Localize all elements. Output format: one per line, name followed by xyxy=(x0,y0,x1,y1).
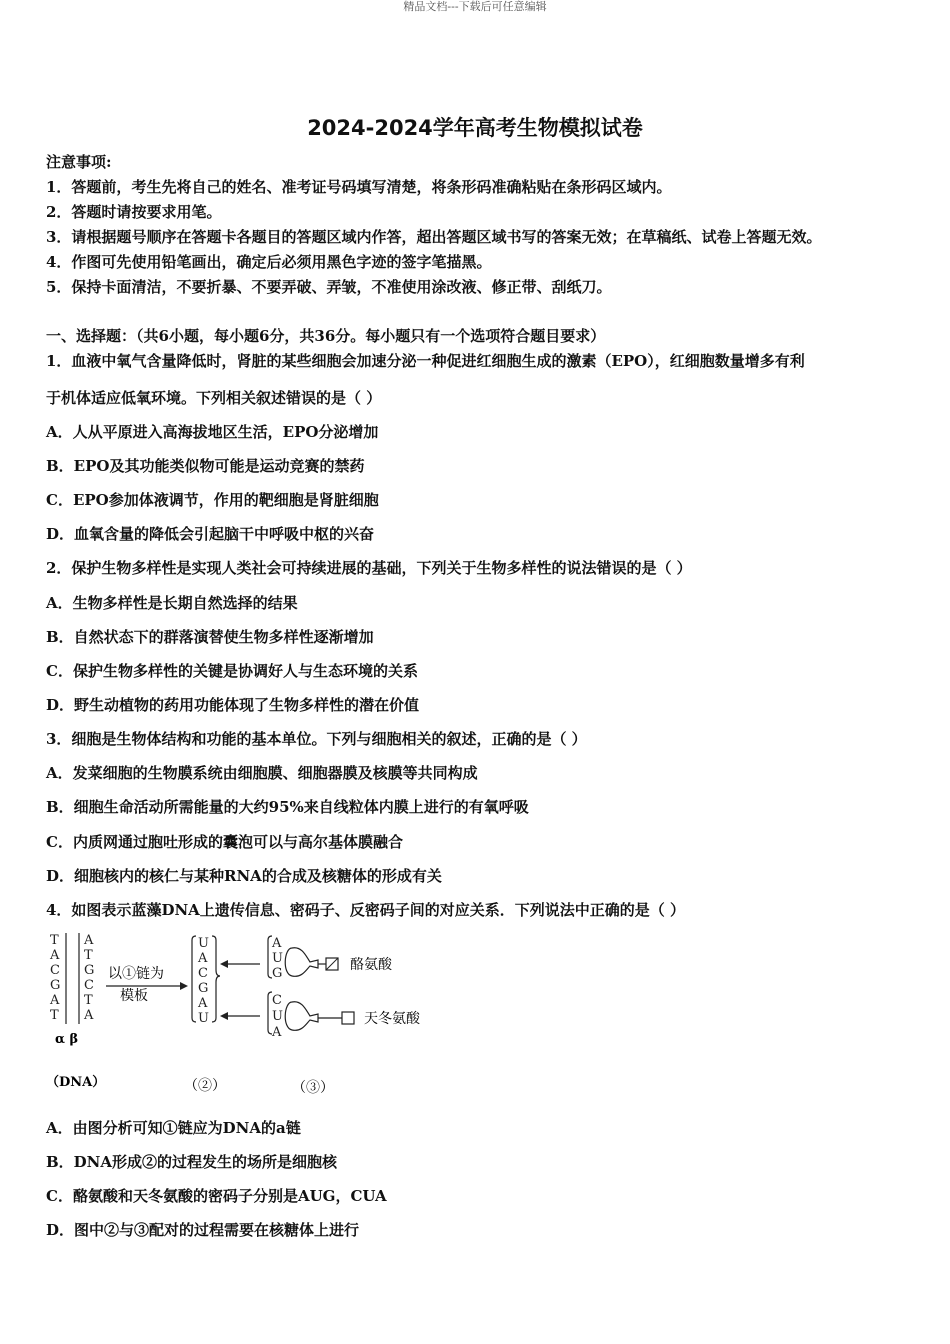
amino-acid-label: 酪氨酸 xyxy=(350,957,392,973)
dna-base: G xyxy=(84,963,95,978)
dna-base: T xyxy=(50,1008,59,1023)
anticodon-base: G xyxy=(272,966,283,981)
notice-heading: 注意事项: xyxy=(46,153,112,171)
anticodon-base: U xyxy=(272,951,283,966)
option-b: B．EPO及其功能类似物可能是运动竞赛的禁药 xyxy=(46,457,365,475)
option-c: C．内质网通过胞吐形成的囊泡可以与高尔基体膜融合 xyxy=(46,833,403,851)
dna-base: A xyxy=(50,993,60,1008)
notice-item: 2．答题时请按要求用笔。 xyxy=(46,203,222,221)
page-title: 2024-2024学年高考生物模拟试卷 xyxy=(307,116,643,140)
question-stem: 于机体适应低氧环境。下列相关叙述错误的是（ ） xyxy=(46,389,382,407)
option-b: B．DNA形成②的过程发生的场所是细胞核 xyxy=(46,1153,338,1171)
dna-diagram xyxy=(46,930,446,1100)
mrna-base: U xyxy=(198,1011,209,1026)
option-b: B．细胞生命活动所需能量的大约95%来自线粒体内膜上进行的有氧呼吸 xyxy=(46,798,529,816)
dna-base: C xyxy=(84,978,94,993)
option-d: D．细胞核内的核仁与某种RNA的合成及核糖体的形成有关 xyxy=(46,867,442,885)
template-label: 模板 xyxy=(120,988,148,1004)
option-d: D．图中②与③配对的过程需要在核糖体上进行 xyxy=(46,1221,360,1239)
mrna-base: A xyxy=(198,951,208,966)
figure-label-2: （②） xyxy=(184,1078,226,1094)
mrna-base: U xyxy=(198,936,209,951)
question-stem: 1．血液中氧气含量降低时，肾脏的某些细胞会加速分泌一种促进红细胞生成的激素（EPO），红细胞数量增多有利 xyxy=(46,352,805,370)
question-stem: 2．保护生物多样性是实现人类社会可持续进展的基础，下列关于生物多样性的说法错误的是（ ） xyxy=(46,559,692,577)
option-c: C．EPO参加体液调节，作用的靶细胞是肾脏细胞 xyxy=(46,491,379,509)
option-a: A．生物多样性是长期自然选择的结果 xyxy=(46,594,298,612)
dna-base: T xyxy=(84,993,93,1008)
figure-label-dna: （DNA） xyxy=(46,1075,106,1090)
mrna-base: G xyxy=(198,981,209,996)
anticodon-base: A xyxy=(272,936,282,951)
question-stem: 3．细胞是生物体结构和功能的基本单位。下列与细胞相关的叙述，正确的是（ ） xyxy=(46,730,587,748)
option-d: D．野生动植物的药用功能体现了生物多样性的潜在价值 xyxy=(46,696,420,714)
question-stem: 4．如图表示蓝藻DNA上遗传信息、密码子、反密码子间的对应关系．下列说法中正确的是（ ） xyxy=(46,901,686,919)
option-a: A．发菜细胞的生物膜系统由细胞膜、细胞器膜及核膜等共同构成 xyxy=(46,764,478,782)
notice-item: 4．作图可先使用铅笔画出，确定后必须用黑色字迹的签字笔描黑。 xyxy=(46,253,492,271)
mrna-base: A xyxy=(198,996,208,1011)
amino-acid-label: 天冬氨酸 xyxy=(364,1011,420,1027)
dna-base: T xyxy=(84,948,93,963)
dna-base: A xyxy=(50,948,60,963)
option-d: D．血氧含量的降低会引起脑干中呼吸中枢的兴奋 xyxy=(46,525,375,543)
anticodon-base: C xyxy=(272,993,282,1008)
template-label: 以①链为 xyxy=(108,966,164,982)
anticodon-base: A xyxy=(272,1025,282,1040)
dna-base: G xyxy=(50,978,61,993)
anticodon-base: U xyxy=(272,1009,283,1024)
section-heading: 一、选择题：（共6小题，每小题6分，共36分。每小题只有一个选项符合题目要求） xyxy=(46,327,606,345)
mrna-base: C xyxy=(198,966,208,981)
dna-base: T xyxy=(50,933,59,948)
option-a: A．由图分析可知①链应为DNA的a链 xyxy=(46,1119,301,1137)
notice-item: 3．请根据题号顺序在答题卡各题目的答题区域内作答，超出答题区域书写的答案无效；在草稿纸、试卷上答题无效。 xyxy=(46,228,822,246)
dna-base: A xyxy=(84,933,94,948)
notice-item: 5．保持卡面清洁，不要折暴、不要弄破、弄皱，不准使用涂改液、修正带、刮纸刀。 xyxy=(46,278,612,296)
option-a: A．人从平原进入高海拔地区生活，EPO分泌增加 xyxy=(46,423,379,441)
option-c: C．保护生物多样性的关键是协调好人与生态环境的关系 xyxy=(46,662,418,680)
figure-label-3: （③） xyxy=(292,1080,334,1096)
notice-item: 1．答题前，考生先将自己的姓名、准考证号码填写清楚，将条形码准确粘贴在条形码区域内。 xyxy=(46,178,672,196)
dna-base: C xyxy=(50,963,60,978)
dna-base: A xyxy=(84,1008,94,1023)
option-c: C．酪氨酸和天冬氨酸的密码子分别是AUG，CUA xyxy=(46,1187,387,1205)
strand-labels: α β xyxy=(55,1032,79,1047)
option-b: B．自然状态下的群落演替使生物多样性逐渐增加 xyxy=(46,628,374,646)
header-note: 精品文档---下载后可任意编辑 xyxy=(403,0,547,13)
